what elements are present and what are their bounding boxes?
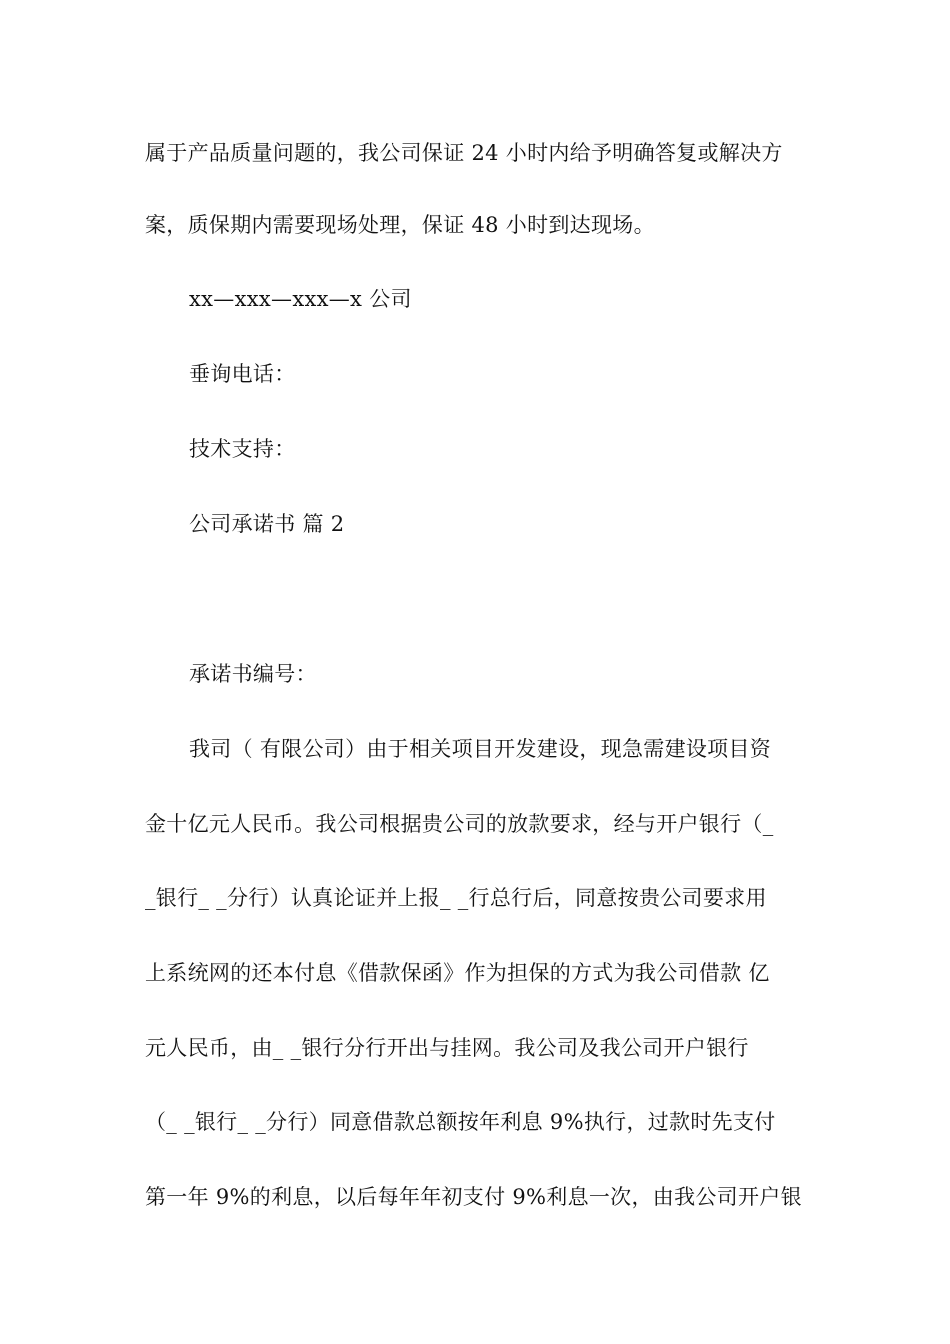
- commitment-number-label: 承诺书编号：: [189, 662, 317, 686]
- paragraph-line-2: 案，质保期内需要现场处理，保证 48 小时到达现场。: [145, 213, 655, 237]
- paragraph-line-7: 元人民币，由_ _银行分行开出与挂网。我公司及我公司开户银行: [145, 1036, 749, 1060]
- paragraph-line-3: 我司（ 有限公司）由于相关项目开发建设，现急需建设项目资: [189, 737, 772, 761]
- paragraph-line-1: 属于产品质量问题的，我公司保证 24 小时内给予明确答复或解决方: [145, 141, 783, 165]
- section-title: 公司承诺书 篇 2: [189, 512, 345, 536]
- tech-support-label: 技术支持：: [189, 437, 296, 461]
- inquiry-phone-label: 垂询电话：: [189, 362, 296, 386]
- paragraph-line-4: 金十亿元人民币。我公司根据贵公司的放款要求，经与开户银行（_: [145, 812, 774, 836]
- paragraph-line-8: （_ _银行_ _分行）同意借款总额按年利息 9%执行，过款时先支付: [145, 1110, 776, 1134]
- company-name: xx—xxx—xxx—x 公司: [189, 287, 412, 311]
- paragraph-line-5: _银行_ _分行）认真论证并上报_ _行总行后，同意按贵公司要求用: [145, 886, 767, 910]
- paragraph-line-6: 上系统网的还本付息《借款保函》作为担保的方式为我公司借款 亿: [145, 961, 770, 985]
- paragraph-line-9: 第一年 9%的利息，以后每年年初支付 9%利息一次，由我公司开户银: [145, 1185, 802, 1209]
